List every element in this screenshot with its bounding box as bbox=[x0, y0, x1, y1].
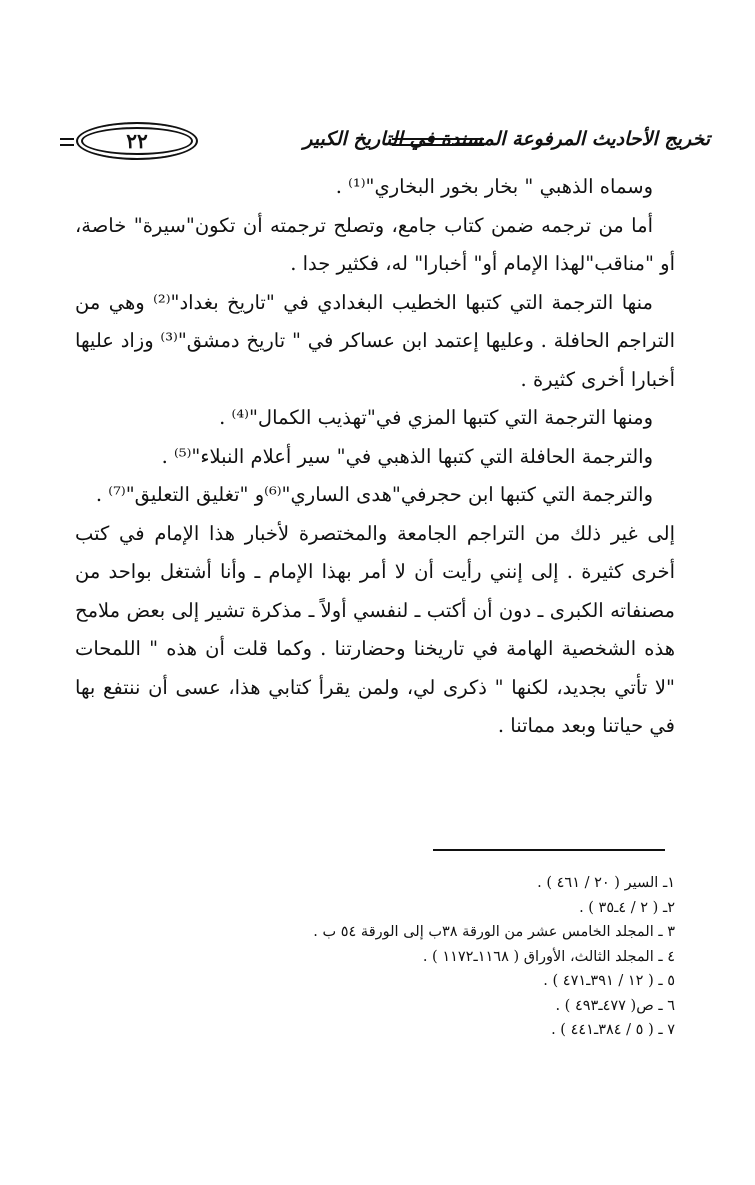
paragraph: ومنها الترجمة التي كتبها المزي في"تهذيب الكمال"⁽⁴⁾ . bbox=[219, 406, 653, 429]
paragraph: منها الترجمة التي كتبها الخطيب البغدادي في "تاريخ بغداد"⁽²⁾ وهي من التراجم الحافلة . وعليها إعتمد ابن عساكر في " تاريخ دمشق"⁽³⁾ وزاد عليها أخبارا أخرى كثيرة . bbox=[75, 290, 675, 391]
paragraph: وسماه الذهبي " بخار بخور البخاري"⁽¹⁾ . bbox=[335, 175, 653, 198]
paragraph: والترجمة التي كتبها ابن حجرفي"هدى الساري"⁽⁶⁾و "تغليق التعليق"⁽⁷⁾ . bbox=[95, 483, 653, 506]
running-header bbox=[60, 118, 710, 168]
paragraph: والترجمة الحافلة التي كتبها الذهبي في" سير أعلام النبلاء"⁽⁵⁾ . bbox=[161, 444, 653, 468]
footnote: ٢ـ ( ٢ / ٤ـ٣٥ ) . bbox=[579, 899, 675, 916]
paragraph: أما من ترجمه ضمن كتاب جامع، وتصلح ترجمته أن تكون"سيرة" خاصة، أو "مناقب"لهذا الإمام أو" أخبارا" له، فكثير جدا . bbox=[75, 213, 675, 275]
main-text bbox=[75, 168, 675, 746]
footnote-separator bbox=[433, 849, 665, 851]
page-number: ٢٢ bbox=[126, 129, 148, 153]
footnote: ٥ ـ ( ١٢ / ٣٩١ـ٤٧١ ) . bbox=[543, 973, 675, 989]
footnote: ٤ ـ المجلد الثالث، الأوراق ( ١١٦٨ـ١١٧٢ ) . bbox=[422, 948, 675, 965]
footnote: ١ـ السير ( ٢٠ / ٤٦١ ) . bbox=[537, 875, 675, 891]
running-title: تخريج الأحاديث المرفوعة المسندة في التاريخ الكبير bbox=[303, 128, 710, 150]
page-number-frame bbox=[76, 122, 198, 160]
header-rule-left bbox=[60, 138, 74, 146]
footnote: ٣ ـ المجلد الخامس عشر من الورقة ٣٨ب إلى الورقة ٥٤ ب . bbox=[313, 924, 675, 940]
footnotes bbox=[240, 871, 675, 1043]
footnote: ٦ ـ ص( ٤٧٧ـ٤٩٣ ) . bbox=[555, 997, 675, 1014]
paragraph: إلى غير ذلك من التراجم الجامعة والمختصرة لأخبار هذا الإمام في كتب أخرى كثيرة . إلى إنني رأيت أن لا أمر بهذا الإمام ـ وأنا أشتغل بواحد من مصنفاته الكبرى ـ دون أن أكتب ـ لنفسي أولاً ـ مذكرة تشير إلى بعض ملامح هذه الشخصية الهامة في تاريخنا وحضارتنا . وكما قلت أن هذه " اللمحات "لا تأتي بجديد، لكنها " ذكرى لي، ولمن يقرأ كتابي هذا، عسى أن ننتفع بها في حياتنا وبعد مماتنا . bbox=[75, 521, 675, 737]
footnote: ٧ ـ ( ٥ / ٣٨٤ـ٤٤١ ) . bbox=[551, 1022, 675, 1038]
